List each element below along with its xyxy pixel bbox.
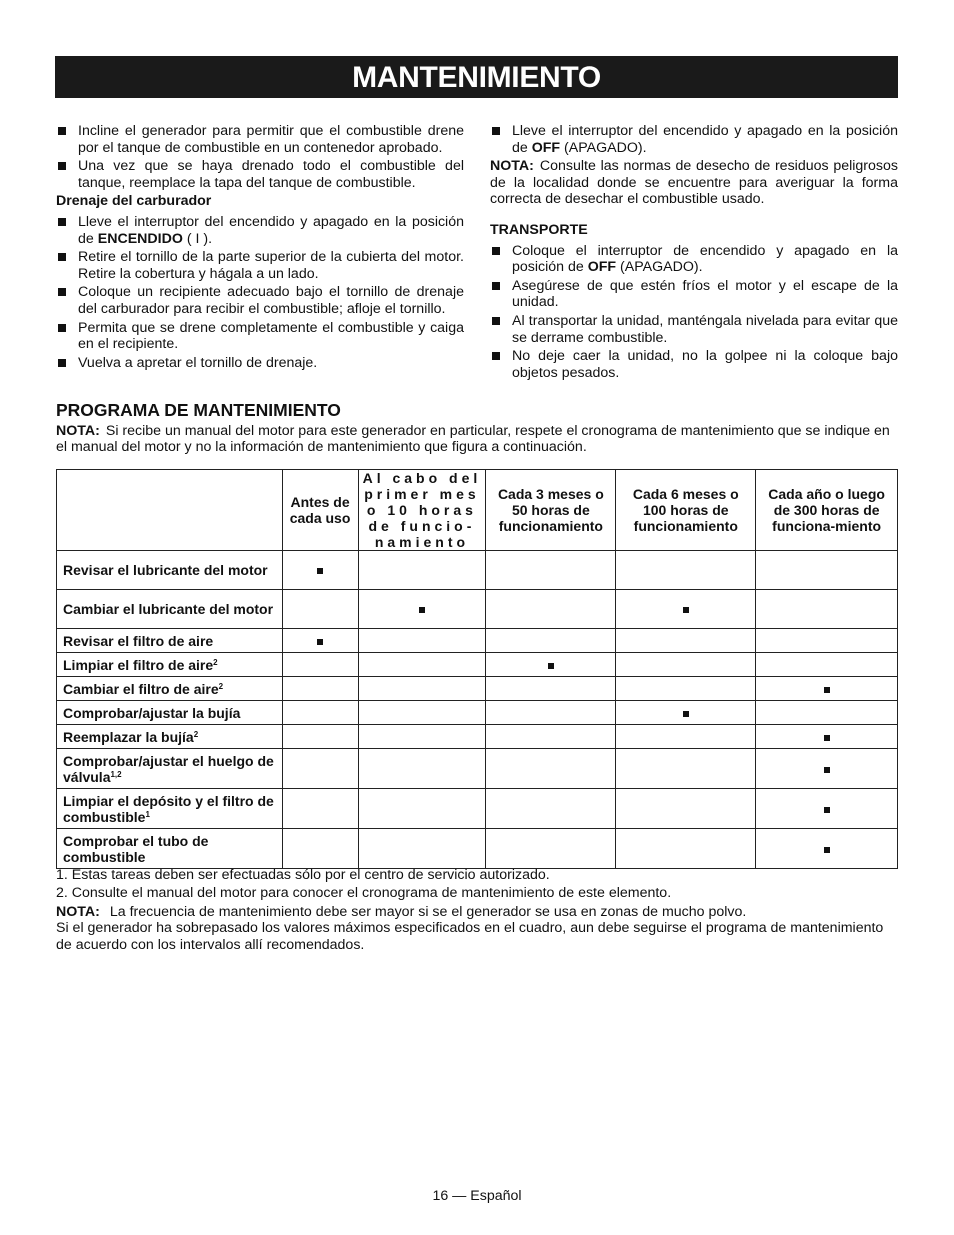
interval-cell (486, 590, 616, 629)
interval-cell (358, 789, 486, 829)
footnote-ref: 2 (218, 681, 224, 691)
task-cell (57, 749, 283, 789)
note-label: NOTA: (56, 422, 100, 439)
table-body (57, 551, 898, 869)
col-header-text: Al cabo del primer mes o 10 horas de funcio-namiento (362, 470, 482, 550)
table-row (57, 749, 898, 789)
interval-cell (616, 829, 756, 869)
list-item: No deje caer la unidad, no la golpee ni la coloque bajo objetos pesados. (490, 348, 898, 381)
table-row (57, 551, 898, 590)
interval-cell (616, 653, 756, 677)
interval-cell (282, 789, 358, 829)
note-continuation: Si el generador ha sobrepasado los valores máximos especificados en el cuadro, aun debe seguirse el programa de mantenimiento de acuerdo con los intervalos allí recomendados. (56, 920, 884, 954)
interval-cell (282, 629, 358, 653)
task-label: Limpiar el filtro de aire (63, 656, 214, 673)
check-mark-icon (824, 807, 830, 813)
footnotes (56, 867, 898, 955)
off-label: OFF (531, 139, 561, 156)
text: (APAGADO). (616, 259, 703, 276)
note-text: Consulte las normas de desecho de residuos peligrosos de la localidad donde se encuentre para averiguar la forma correcta de desechar el combustible usado. (490, 158, 898, 208)
task-label: Comprobar/ajustar el huelgo de válvula (63, 752, 274, 785)
interval-cell (282, 701, 358, 725)
interval-cell (358, 590, 486, 629)
interval-cell (486, 789, 616, 829)
check-mark-icon (683, 711, 689, 717)
task-label: Cambiar el lubricante del motor (63, 601, 274, 617)
interval-cell (616, 629, 756, 653)
col-header: Antes de cada uso (282, 470, 358, 551)
footnote-ref: 2 (193, 729, 199, 739)
list-item: Al transportar la unidad, manténgala nivelada para evitar que se derrame combustible. (490, 313, 898, 346)
interval-cell (282, 677, 358, 701)
task-cell (57, 725, 283, 749)
schedule-heading: PROGRAMA DE MANTENIMIENTO (56, 400, 341, 420)
table-row (57, 829, 898, 869)
text: Lleve el interruptor del encendido y apagado en la posición de (512, 123, 898, 156)
interval-cell (756, 590, 898, 629)
note-label: NOTA: (56, 903, 100, 920)
task-label: Cambiar el filtro de aire (63, 680, 219, 697)
col-header: Cada 6 meses o 100 horas de funcionamiento (616, 470, 756, 551)
interval-cell (486, 653, 616, 677)
table-row (57, 725, 898, 749)
disposal-note (490, 158, 898, 208)
interval-cell (358, 677, 486, 701)
interval-cell (756, 677, 898, 701)
interval-cell (756, 829, 898, 869)
page-title: MANTENIMIENTO (55, 56, 898, 98)
carb-bullets (56, 214, 464, 371)
col-header: Cada año o luego de 300 horas de funciona-miento (756, 470, 898, 551)
footnote-2: 2. Consulte el manual del motor para conocer el cronograma de mantenimiento de este elemento. (56, 885, 672, 902)
text: (APAGADO). (560, 139, 647, 156)
drain-bullets (56, 123, 464, 191)
interval-cell (616, 725, 756, 749)
interval-cell (282, 551, 358, 590)
left-column (56, 123, 464, 373)
list-item (56, 214, 464, 247)
list-item: Asegúrese de que estén fríos el motor y el escape de la unidad. (490, 278, 898, 311)
footnote-1: 1. Estas tareas deben ser efectuadas sólo por el centro de servicio autorizado. (56, 867, 550, 883)
list-item: Permita que se drene completamente el combustible y caiga en el recipiente. (56, 320, 464, 353)
task-label: Limpiar el depósito y el filtro de combustible (63, 792, 274, 825)
text: Lleve el interruptor del encendido y apagado en la posición de (78, 213, 464, 247)
check-mark-icon (317, 568, 323, 574)
table-row (57, 677, 898, 701)
col-header (358, 470, 486, 551)
interval-cell (358, 653, 486, 677)
task-cell (57, 551, 283, 590)
interval-cell (756, 551, 898, 590)
text: Coloque el interruptor de encendido y apagado en la posición de (512, 242, 898, 276)
check-mark-icon (548, 663, 554, 669)
list-item: Coloque un recipiente adecuado bajo el tornillo de drenaje del carburador para recibir el combustible; afloje el tornillo. (56, 284, 464, 317)
interval-cell (616, 590, 756, 629)
interval-cell (486, 725, 616, 749)
task-label: Comprobar/ajustar la bujía (63, 704, 241, 721)
interval-cell (358, 701, 486, 725)
list-item: Retire el tornillo de la parte superior de la cubierta del motor. Retire la cobertura y hágala a un lado. (56, 249, 464, 282)
task-cell (57, 677, 283, 701)
interval-cell (616, 749, 756, 789)
list-item: Vuelva a apretar el tornillo de drenaje. (56, 355, 464, 372)
interval-cell (282, 725, 358, 749)
schedule-note (56, 423, 898, 456)
footnote-ref: 1 (145, 809, 150, 819)
table-row (57, 789, 898, 829)
task-cell (57, 653, 283, 677)
off-bullets (490, 123, 898, 156)
check-mark-icon (824, 847, 830, 853)
footnote-ref: 2 (213, 657, 218, 667)
carb-heading: Drenaje del carburador (56, 193, 212, 210)
task-cell (57, 629, 283, 653)
check-mark-icon (824, 735, 830, 741)
list-item: Una vez que se haya drenado todo el combustible del tanque, reemplace la tapa del tanque de combustible. (56, 158, 464, 191)
table-row (57, 629, 898, 653)
check-mark-icon (824, 687, 830, 693)
list-item (490, 243, 898, 276)
check-mark-icon (317, 639, 323, 645)
interval-cell (486, 829, 616, 869)
task-cell (57, 789, 283, 829)
task-cell (57, 590, 283, 629)
interval-cell (616, 677, 756, 701)
interval-cell (486, 701, 616, 725)
interval-cell (486, 677, 616, 701)
empty-header (57, 470, 283, 551)
interval-cell (756, 725, 898, 749)
check-mark-icon (824, 767, 830, 773)
interval-cell (756, 653, 898, 677)
list-item (490, 123, 898, 156)
task-label: Reemplazar la bujía (63, 728, 194, 745)
text: ( I ). (182, 230, 213, 247)
interval-cell (282, 829, 358, 869)
interval-cell (616, 789, 756, 829)
interval-cell (486, 551, 616, 590)
interval-cell (358, 629, 486, 653)
task-label: Comprobar el tubo de combustible (63, 832, 209, 865)
check-mark-icon (683, 607, 689, 613)
interval-cell (486, 749, 616, 789)
interval-cell (358, 725, 486, 749)
table-row (57, 701, 898, 725)
interval-cell (358, 749, 486, 789)
task-label: Revisar el filtro de aire (63, 632, 214, 649)
dust-note (56, 904, 898, 921)
transport-bullets (490, 243, 898, 382)
schedule-section (56, 402, 898, 456)
encendido-label: ENCENDIDO (97, 230, 183, 247)
off-label: OFF (587, 259, 617, 276)
interval-cell (756, 749, 898, 789)
interval-cell (756, 701, 898, 725)
check-mark-icon (419, 607, 425, 613)
interval-cell (756, 629, 898, 653)
interval-cell (282, 749, 358, 789)
interval-cell (282, 590, 358, 629)
interval-cell (358, 551, 486, 590)
transport-heading: TRANSPORTE (490, 221, 588, 238)
note-text: La frecuencia de mantenimiento debe ser mayor si se el generador se usa en zonas de mucho polvo. (109, 903, 747, 920)
page-number: 16 — Español (432, 1188, 522, 1204)
task-cell (57, 701, 283, 725)
interval-cell (616, 701, 756, 725)
interval-cell (486, 629, 616, 653)
note-text: Si recibe un manual del motor para este generador en particular, respete el cronograma de mantenimiento que se indique en el manual del motor y no la información de mantenimiento que figura a continuación. (56, 422, 890, 456)
interval-cell (616, 551, 756, 590)
col-header: Cada 3 meses o 50 horas de funcionamiento (486, 470, 616, 551)
table-row (57, 590, 898, 629)
interval-cell (282, 653, 358, 677)
task-label: Revisar el lubricante del motor (63, 562, 268, 578)
interval-cell (358, 829, 486, 869)
right-column (490, 123, 898, 383)
maintenance-table (56, 469, 898, 869)
interval-cell (756, 789, 898, 829)
footnote-ref: 1,2 (110, 769, 122, 779)
table-header-row (57, 470, 898, 551)
task-cell (57, 829, 283, 869)
list-item: Incline el generador para permitir que el combustible drene por el tanque de combustible en un contenedor aprobado. (56, 123, 464, 156)
note-label: NOTA: (490, 158, 534, 175)
table-row (57, 653, 898, 677)
